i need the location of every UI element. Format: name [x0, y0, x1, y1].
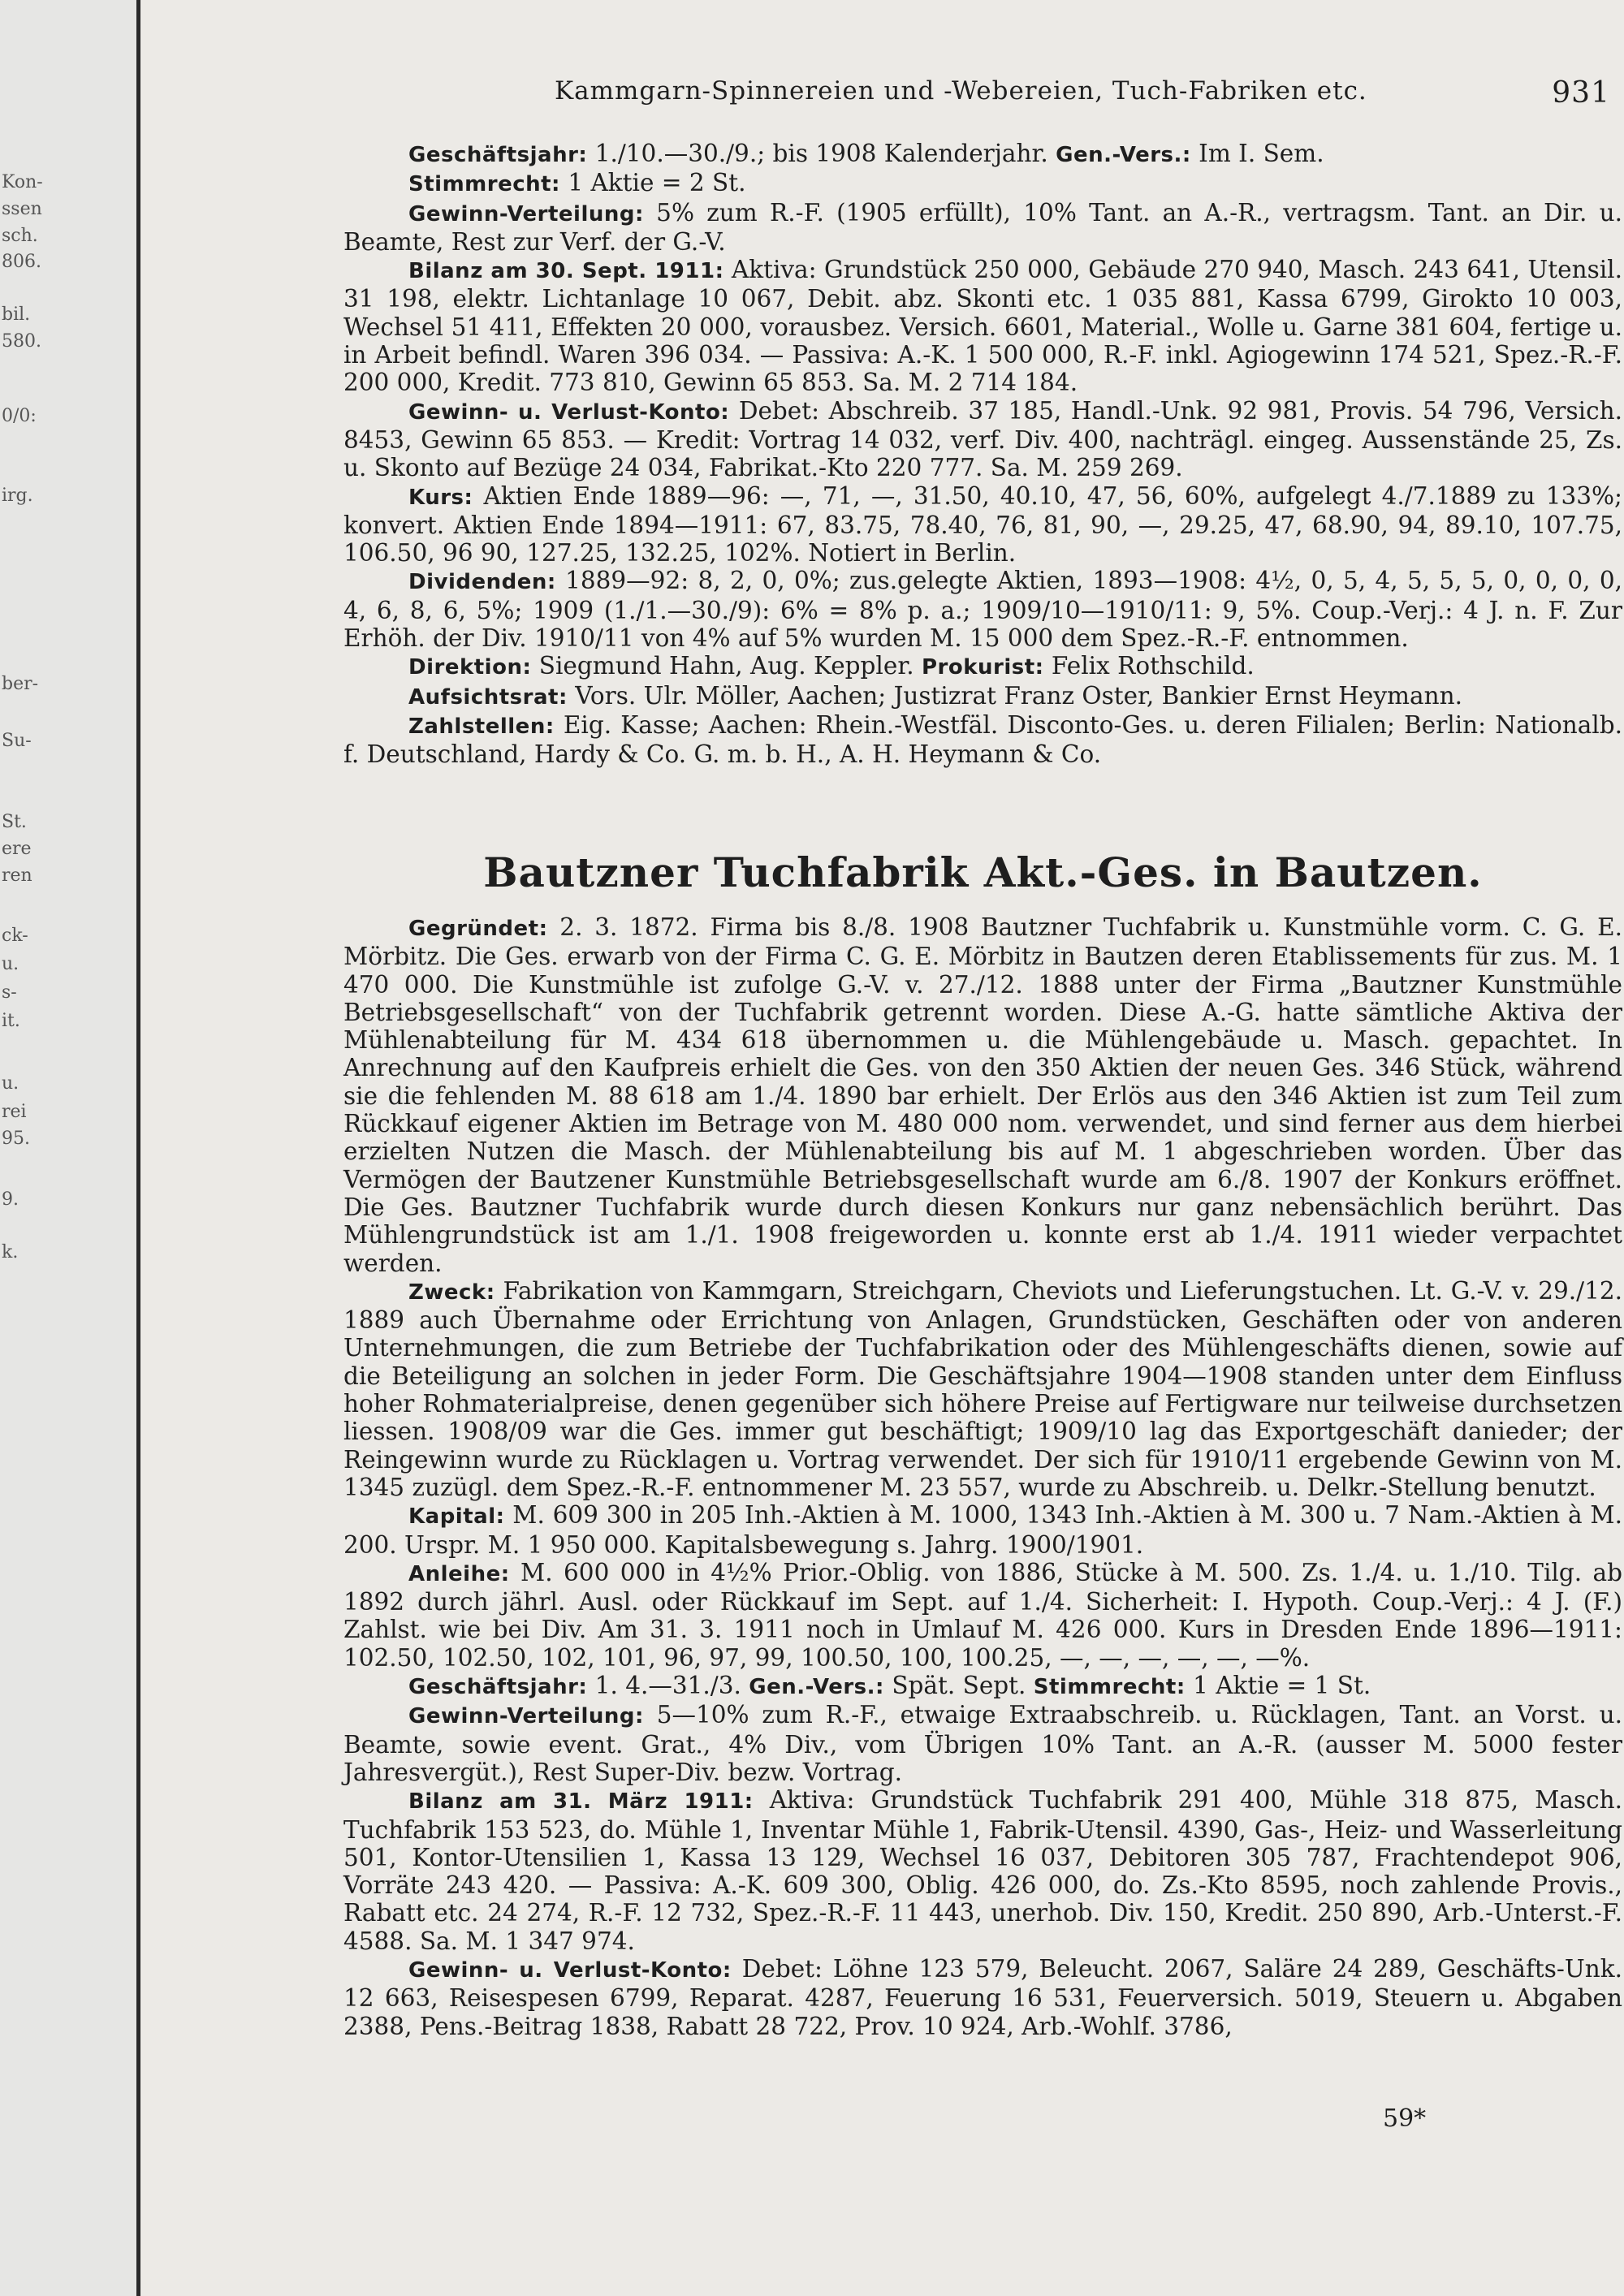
entry-paragraph	[343, 567, 1622, 652]
field-text: Aktiva: Grundstück 250 000, Gebäude 270 940, Masch. 243 641, Utensil. 31 198, elektr. Lichtanlage 10 067, Debit. abz. Skonti etc. 1 035 881, Kassa 6799, Girokto 10 003, Wechsel 51 411, Effekten 20 000, vorausbez. Versich. 6601, Material., Wolle u. Garne 381 604, fertige u. in Arbeit befindl. Waren 396 034. — Passiva: A.-K. 1 500 000, R.-F. inkl. Agiogewinn 174 521, Spez.-R.-F. 200 000, Kredit. 773 810, Gewinn 65 853. Sa. M. 2 714 184.	[343, 256, 1622, 397]
field-text: M. 609 300 in 205 Inh.-Aktien à M. 1000, 1343 Inh.-Aktien à M. 300 u. 7 Nam.-Aktien à M. 200. Urspr. M. 1 950 000. Kapitalsbewegung s. Jahrg. 1900/1901.	[343, 1501, 1622, 1559]
entry-paragraph	[343, 711, 1622, 769]
entry-paragraph	[343, 1955, 1622, 2040]
field-label: Gewinn- u. Verlust-Konto:	[408, 1957, 732, 1983]
signature-mark: 59*	[1383, 2104, 1427, 2133]
field-label: Geschäftsjahr:	[408, 1675, 588, 1700]
adjacent-page-fragment: u.	[2, 954, 19, 974]
field-text: 1./10.—30./9.; bis 1908 Kalenderjahr.	[587, 140, 1056, 167]
field-text: 5% zum R.-F. (1905 erfüllt), 10% Tant. an A.-R., vertragsm. Tant. an Dir. u. Beamte, Rest zur Verf. der G.-V.	[343, 198, 1622, 256]
field-label: Direktion:	[408, 655, 532, 680]
entry-paragraph	[343, 1277, 1622, 1501]
field-text: Spät. Sept.	[883, 1672, 1034, 1700]
field-text: 1889—92: 8, 2, 0, 0%; zus.gelegte Aktien, 1893—1908: 4½, 0, 5, 4, 5, 5, 5, 0, 0, 0, 0, 4, 6, 8, 6, 5%; 1909 (1./1.—30./9): 6% = 8% p. a.; 1909/10—1910/11: 9, 5%. Coup.-Verj.: 4 J. n. F. Zur Erhöh. der Div. 1910/11 von 4% auf 5% wurden M. 15 000 dem Spez.-R.-F. entnommen.	[343, 567, 1622, 653]
adjacent-page-fragment: ber-	[2, 674, 39, 694]
adjacent-page-fragment: 0/0:	[2, 406, 37, 426]
field-text: M. 600 000 in 4½% Prior.-Oblig. von 1886, Stücke à M. 500. Zs. 1./4. u. 1./10. Tilg. ab 1892 durch jährl. Ausl. oder Rückkauf im Sept. auf 1./4. Sicherheit: I. Hypoth. Coup.-Verj.: 4 J. (F.) Zahlst. wie bei Div. Am 31. 3. 1911 noch in Umlauf M. 426 000. Kurs in Dresden Ende 1896—1911: 102.50, 102.50, 102, 101, 96, 97, 99, 100.50, 100, 100.25, —, —, —, —, —, —%.	[343, 1558, 1622, 1672]
entry-paragraph	[343, 682, 1622, 711]
adjacent-page-fragment: Kon-	[2, 172, 43, 192]
adjacent-page-fragment: u.	[2, 1073, 19, 1094]
adjacent-page-fragment: s-	[2, 982, 17, 1003]
entry-paragraph	[343, 1701, 1622, 1786]
adjacent-page-fragment: ren	[2, 865, 32, 886]
field-text: 1 Aktie = 1 St.	[1185, 1672, 1371, 1700]
adjacent-page-fragment: St.	[2, 812, 27, 832]
entry-paragraph	[343, 482, 1622, 568]
entry-paragraph	[343, 256, 1622, 396]
entry-paragraph	[343, 169, 1622, 198]
adjacent-page-fragment: ssen	[2, 199, 42, 219]
entry-paragraph	[343, 1559, 1622, 1672]
field-label: Prokurist:	[921, 655, 1044, 680]
field-text: 2. 3. 1872. Firma bis 8./8. 1908 Bautzner Tuchfabrik u. Kunstmühle vorm. C. G. E. Mörbitz. Die Ges. erwarb von der Firma C. G. E. Mörbitz in Bautzen deren Etablissements für zus. M. 1 470 000. Die Kunstmühle ist zufolge G.-V. v. 27./12. 1888 unter der Firma „Bautzner Kunstmühle Betriebsgesellschaft“ von der Tuchfabrik getrennt worden. Diese A.-G. hatte sämtliche Aktiva der Mühlenabteilung für M. 434 618 übernommen u. die Mühlengebäude u. Masch. gepachtet. In Anrechnung auf den Kaufpreis erhielt die Ges. von den 350 Aktien der neuen Ges. 346 Stück, während sie die fehlenden M. 88 618 am 1./4. 1890 bar erhielt. Der Erlös aus den 346 Aktien ist zum Teil zum Rückkauf eigener Aktien im Betrage von M. 480 000 nom. verwendet, und sind ferner aus dem hierbei erzielten Nutzen die Masch. der Mühlenabteilung bis auf M. 1 abgeschrieben worden. Über das Vermögen der Bautzener Kunstmühle Betriebsgesellschaft wurde am 6./8. 1907 der Konkurs eröffnet. Die Ges. Bautzner Tuchfabrik wurde durch diesen Konkurs nur ganz nebensächlich berührt. Das Mühlengrundstück ist am 1./1. 1908 freigeworden u. konnte erst ab 1./4. 1911 wieder verpachtet werden.	[343, 913, 1622, 1277]
adjacent-page-fragment: bil.	[2, 304, 31, 325]
adjacent-page-fragment: ere	[2, 839, 32, 859]
adjacent-page-fragment: Su-	[2, 731, 32, 751]
adjacent-page-fragment: 9.	[2, 1189, 19, 1210]
entry-paragraph	[343, 913, 1622, 1277]
field-label: Bilanz am 30. Sept. 1911:	[408, 259, 724, 284]
field-text: Felix Rothschild.	[1043, 652, 1255, 680]
field-label: Kapital:	[408, 1504, 505, 1530]
field-label: Zahlstellen:	[408, 714, 555, 739]
entry-paragraph	[343, 1672, 1622, 1701]
entry-paragraph	[343, 199, 1622, 257]
field-label: Gen.-Vers.:	[1056, 143, 1191, 167]
entry-paragraph	[343, 1501, 1622, 1559]
document-page	[140, 0, 1624, 2296]
field-label: Kurs:	[408, 485, 473, 510]
field-label: Gen.-Vers.:	[749, 1675, 884, 1700]
field-text: 5—10% zum R.-F., etwaige Extraabschreib. u. Rücklagen, Tant. an Vorst. u. Beamte, sowie event. Grat., 4% Div., vom Übrigen 10% Tant. an A.-R. (ausser M. 5000 fester Jahresvergüt.), Rest Super-Div. bezw. Vortrag.	[343, 1701, 1622, 1786]
adjacent-page-fragment: k.	[2, 1242, 19, 1262]
field-label: Gewinn- u. Verlust-Konto:	[408, 399, 730, 425]
adjacent-page-fragment: 95.	[2, 1129, 30, 1149]
entry-continuation	[343, 140, 1622, 769]
field-text: Fabrikation von Kammgarn, Streichgarn, Cheviots und Lieferungstuchen. Lt. G.-V. v. 29./12. 1889 auch Übernahme oder Errichtung von Anlagen, Grundstücken, Geschäften oder von anderen Unternehmungen, die zum Betriebe der Tuchfabrikation oder des Mühlengeschäfts dienen, sowie auf die Beteiligung an solchen in jeder Form. Die Geschäftsjahre 1904—1908 standen unter dem Einfluss hoher Rohmaterialpreise, denen gegenüber sich höhere Preise auf Fertigware nur teilweise durchsetzen liessen. 1908/09 war die Ges. immer gut beschäftigt; 1909/10 lag das Exportgeschäft danieder; der Reingewinn wurde zu Rücklagen u. Vortrag verwendet. Der sich für 1910/11 ergebende Gewinn von M. 1345 zuzügl. dem Spez.-R.-F. entnommener M. 23 557, wurde zu Abschreib. u. Delkr.-Stellung benutzt.	[343, 1276, 1622, 1501]
field-label: Anleihe:	[408, 1561, 510, 1586]
adjacent-page-fragment: rei	[2, 1102, 27, 1122]
field-label: Geschäftsjahr:	[408, 143, 588, 167]
entry-paragraph	[343, 140, 1622, 169]
adjacent-page-fragment: it.	[2, 1011, 20, 1031]
field-text: 1 Aktie = 2 St.	[559, 169, 746, 197]
field-text: Vors. Ulr. Möller, Aachen; Justizrat Franz Oster, Bankier Ernst Heymann.	[567, 681, 1462, 710]
page-number: 931	[1552, 76, 1610, 110]
field-label: Stimmrecht:	[1033, 1675, 1186, 1700]
entry-paragraph	[343, 397, 1622, 482]
field-label: Gewinn-Verteilung:	[408, 201, 644, 227]
entry-paragraph	[343, 1786, 1622, 1955]
field-text: Aktiva: Grundstück Tuchfabrik 291 400, Mühle 318 875, Masch. Tuchfabrik 153 523, do. Mühle 1, Inventar Mühle 1, Fabrik-Utensil. 4390, Gas-, Heiz- und Wasserleitung 501, Kontor-Utensilien 1, Kassa 13 129, Wechsel 16 037, Debitoren 305 787, Frachtendepot 906, Vorräte 243 420. — Passiva: A.-K. 609 300, Oblig. 426 000, do. Zs.-Kto 8595, noch zahlende Provis., Rabatt etc. 24 274, R.-F. 12 732, Spez.-R.-F. 11 443, unerhob. Div. 150, Kredit. 250 890, Arb.-Unterst.-F. 4588. Sa. M. 1 347 974.	[343, 1786, 1622, 1955]
company-entry	[343, 913, 1622, 2040]
field-text: Eig. Kasse; Aachen: Rhein.-Westfäl. Disconto-Ges. u. deren Filialen; Berlin: Nationalb. f. Deutschland, Hardy & Co. G. m. b. H., A. H. Heymann & Co.	[343, 710, 1622, 769]
field-label: Bilanz am 31. März 1911:	[408, 1789, 754, 1815]
field-label: Stimmrecht:	[408, 172, 560, 197]
field-label: Dividenden:	[408, 570, 556, 595]
field-label: Aufsichtsrat:	[408, 684, 568, 710]
adjacent-page-fragment: ck-	[2, 926, 28, 946]
adjacent-page-strip	[0, 0, 138, 2296]
field-text: 1. 4.—31./3.	[587, 1672, 749, 1700]
field-text: Siegmund Hahn, Aug. Keppler.	[531, 652, 922, 680]
field-text: Aktien Ende 1889—96: —, 71, —, 31.50, 40.10, 47, 56, 60%, aufgelegt 4./7.1889 zu 133%; konvert. Aktien Ende 1894—1911: 67, 83.75, 78.40, 76, 81, 90, —, 29.25, 47, 68.90, 94, 89.10, 107.75, 106.50, 96 90, 127.25, 132.25, 102%. Notiert in Berlin.	[343, 481, 1622, 568]
adjacent-page-fragment: irg.	[2, 486, 33, 506]
adjacent-page-fragment: sch.	[2, 226, 38, 246]
field-text: Debet: Abschreib. 37 185, Handl.-Unk. 92 981, Provis. 54 796, Versich. 8453, Gewinn 65 853. — Kredit: Vortrag 14 032, verf. Div. 400, nachträgl. eingeg. Aussenstände 25, Zs. u. Skonto auf Bezüge 24 034, Fabrikat.-Kto 220 777. Sa. M. 259 269.	[343, 396, 1622, 482]
entry-paragraph	[343, 652, 1622, 681]
company-heading: Bautzner Tuchfabrik Akt.-Ges. in Bautzen.	[483, 848, 1483, 896]
adjacent-page-fragment: 580.	[2, 331, 41, 352]
field-label: Gegründet:	[408, 917, 548, 941]
field-text: Im I. Sem.	[1190, 140, 1324, 167]
running-head-title: Kammgarn-Spinnereien und -Webereien, Tuch-Fabriken etc.	[555, 76, 1367, 106]
field-text: Debet: Löhne 123 579, Beleucht. 2067, Saläre 24 289, Geschäfts-Unk. 12 663, Reisespesen 6799, Reparat. 4287, Feuerung 16 531, Feuerversich. 5019, Steuern u. Abgaben 2388, Pens.-Beitrag 1838, Rabatt 28 722, Prov. 10 924, Arb.-Wohlf. 3786,	[343, 1954, 1622, 2040]
field-label: Gewinn-Verteilung:	[408, 1704, 644, 1729]
field-label: Zweck:	[408, 1280, 495, 1305]
adjacent-page-fragment: 806.	[2, 252, 41, 272]
